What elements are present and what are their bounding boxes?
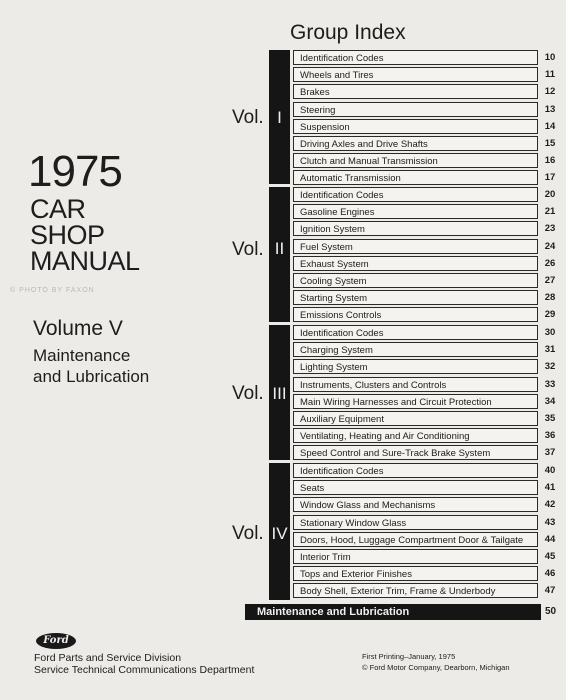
index-row-box (293, 411, 538, 426)
index-row-page-number: 34 (544, 395, 556, 407)
volume-label-2: Vol. (232, 239, 264, 260)
index-row (293, 204, 561, 220)
cover-volume: Volume V (33, 317, 123, 340)
index-row (293, 256, 561, 272)
index-row-box (293, 445, 538, 460)
index-row-box (293, 239, 538, 254)
index-row-box (293, 153, 538, 168)
index-row-label: Automatic Transmission (300, 173, 401, 185)
index-row-box (293, 67, 538, 82)
index-row-page-number: 31 (544, 344, 556, 356)
index-row-label: Emissions Controls (300, 310, 382, 322)
index-row (293, 153, 561, 169)
index-row (293, 67, 561, 83)
index-row (293, 549, 561, 565)
index-row-page-number: 20 (544, 189, 556, 200)
index-row (293, 428, 561, 444)
maintenance-label: Maintenance and Lubrication (257, 606, 410, 618)
index-row-label: Cooling System (300, 276, 367, 287)
photo-watermark: © PHOTO BY FAXON (10, 287, 95, 294)
maintenance-page-number: 50 (545, 606, 557, 617)
index-row (293, 377, 561, 393)
index-row-label: Identification Codes (300, 53, 384, 64)
index-row-box (293, 497, 538, 512)
index-row-page-number: 32 (544, 361, 556, 373)
index-row-label: Identification Codes (300, 466, 384, 477)
index-row (293, 394, 561, 410)
index-row-page-number: 23 (544, 223, 556, 235)
volume-numeral-4: IV (271, 524, 288, 543)
index-row (293, 221, 561, 237)
index-row (293, 515, 561, 531)
index-row-label: Suspension (300, 121, 350, 133)
index-row-page-number: 41 (544, 482, 556, 494)
index-row-label: Tops and Exterior Finishes (300, 569, 412, 581)
index-row-page-number: 47 (544, 585, 556, 597)
index-row (293, 84, 561, 100)
index-row-label: Identification Codes (300, 328, 384, 339)
index-row-label: Main Wiring Harnesses and Circuit Protection (300, 396, 492, 408)
index-row-page-number: 28 (544, 292, 556, 304)
index-row-box (293, 377, 538, 392)
volume-label-4: Vol. (232, 523, 264, 544)
index-row-box (293, 394, 538, 409)
index-row (293, 359, 561, 375)
index-row-box (293, 515, 538, 530)
index-row-label: Seats (300, 483, 325, 495)
index-row-box (293, 221, 538, 236)
ford-logo-text: Ford (43, 635, 69, 646)
index-row-page-number: 40 (544, 465, 556, 476)
footer-division-line-2: Service Technical Communications Department (34, 664, 255, 676)
index-row (293, 566, 561, 582)
index-row-box (293, 136, 538, 151)
index-row (293, 411, 561, 427)
index-row (293, 307, 561, 323)
index-row-page-number: 36 (544, 430, 556, 442)
group-index-title: Group Index (290, 21, 406, 44)
index-row-box (293, 566, 538, 581)
index-row-page-number: 12 (544, 86, 556, 98)
index-row (293, 136, 561, 152)
ford-logo (36, 633, 76, 649)
index-row-box (293, 187, 538, 202)
index-row-box (293, 480, 538, 495)
index-row-label: Wheels and Tires (300, 70, 374, 82)
index-row-box (293, 307, 538, 322)
index-row-page-number: 44 (544, 533, 556, 545)
index-row (293, 102, 561, 118)
index-row-page-number: 30 (544, 327, 556, 338)
index-row-page-number: 27 (544, 275, 556, 286)
index-row-box (293, 290, 538, 305)
index-row-label: Body Shell, Exterior Trim, Frame & Underbody (300, 586, 496, 598)
index-row (293, 239, 561, 255)
index-row-box (293, 119, 538, 134)
index-row-box (293, 342, 538, 357)
index-row-box (293, 50, 538, 65)
index-row-page-number: 45 (544, 551, 556, 562)
index-row-box (293, 463, 538, 478)
cover-title-line-2: SHOP (30, 220, 105, 250)
index-row-page-number: 14 (544, 120, 556, 132)
index-row-page-number: 21 (544, 206, 556, 218)
index-row-label: Stationary Window Glass (300, 517, 407, 529)
index-row-label: Charging System (300, 345, 373, 357)
cover-subject-line-2: and Lubrication (33, 367, 150, 386)
index-row-label: Ventilating, Heating and Air Conditioning (300, 431, 470, 443)
footer-printing: First Printing–January, 1975 (362, 652, 456, 661)
index-row-label: Doors, Hood, Luggage Compartment Door & Tailgate (300, 534, 524, 546)
volume-label-3: Vol. (232, 383, 264, 404)
index-row-box (293, 102, 538, 117)
volume-bar-3 (269, 325, 290, 460)
index-row-label: Brakes (300, 87, 330, 99)
index-row (293, 170, 561, 186)
index-row-label: Lighting System (300, 362, 368, 374)
index-row-page-number: 13 (544, 103, 556, 115)
volume-numeral-1: I (277, 108, 282, 127)
footer-copyright: © Ford Motor Company, Dearborn, Michigan (362, 663, 510, 672)
index-row-page-number: 43 (544, 516, 556, 528)
index-row (293, 342, 561, 358)
index-row-label: Window Glass and Mechanisms (300, 500, 436, 512)
index-row (293, 445, 561, 461)
cover-title-line-1: CAR (30, 194, 86, 224)
index-row-box (293, 428, 538, 443)
index-row-label: Starting System (300, 293, 368, 305)
index-row (293, 583, 561, 599)
index-row-box (293, 549, 538, 564)
index-row-page-number: 29 (544, 309, 556, 321)
volume-bar-1 (269, 50, 290, 184)
index-row-label: Instruments, Clusters and Controls (300, 379, 447, 391)
index-row (293, 119, 561, 135)
index-row-label: Driving Axles and Drive Shafts (300, 139, 428, 150)
index-row-label: Gasoline Engines (300, 207, 375, 219)
index-row-page-number: 10 (544, 52, 556, 63)
index-row-label: Identification Codes (300, 190, 384, 201)
index-row-label: Speed Control and Sure-Track Brake System (300, 448, 491, 460)
index-row-page-number: 17 (544, 172, 556, 184)
index-row (293, 325, 561, 341)
index-row-label: Ignition System (300, 224, 365, 236)
index-row (293, 290, 561, 306)
volume-numeral-3: III (272, 384, 287, 403)
volume-numeral-2: II (274, 239, 285, 258)
index-row-box (293, 359, 538, 374)
index-row-page-number: 24 (544, 240, 556, 252)
cover-year: 1975 (28, 147, 122, 196)
index-row-box (293, 532, 538, 547)
index-row-label: Clutch and Manual Transmission (300, 156, 438, 168)
index-row (293, 480, 561, 496)
cover-title-line-3: MANUAL (30, 246, 140, 276)
index-row (293, 273, 561, 289)
volume-label-1: Vol. (232, 107, 264, 128)
index-row-box (293, 325, 538, 340)
index-row-page-number: 11 (544, 69, 556, 81)
index-row (293, 50, 561, 66)
index-row-box (293, 204, 538, 219)
index-row-label: Exhaust System (300, 258, 369, 270)
index-row (293, 497, 561, 513)
index-row-page-number: 35 (544, 413, 556, 424)
index-row-box (293, 170, 538, 185)
index-row-label: Auxiliary Equipment (300, 414, 384, 425)
volume-bar-4 (269, 463, 290, 600)
index-row-page-number: 26 (544, 257, 556, 269)
index-row (293, 187, 561, 203)
index-row-page-number: 37 (544, 447, 556, 459)
index-row-label: Fuel System (300, 241, 353, 253)
index-row-page-number: 15 (544, 138, 556, 149)
maintenance-bar (245, 604, 541, 620)
index-row-box (293, 256, 538, 271)
footer-division-line-1: Ford Parts and Service Division (34, 652, 182, 664)
volume-bar-2 (269, 187, 290, 322)
index-row (293, 463, 561, 479)
index-row-box (293, 273, 538, 288)
index-row (293, 532, 561, 548)
index-row-box (293, 84, 538, 99)
index-row-box (293, 583, 538, 598)
index-row-label: Interior Trim (300, 552, 351, 563)
index-row-page-number: 42 (544, 499, 556, 511)
index-row-label: Steering (300, 104, 336, 116)
index-row-page-number: 33 (544, 378, 556, 390)
index-row-page-number: 46 (544, 568, 556, 580)
cover-subject-line-1: Maintenance (33, 346, 131, 365)
index-row-page-number: 16 (544, 155, 556, 167)
